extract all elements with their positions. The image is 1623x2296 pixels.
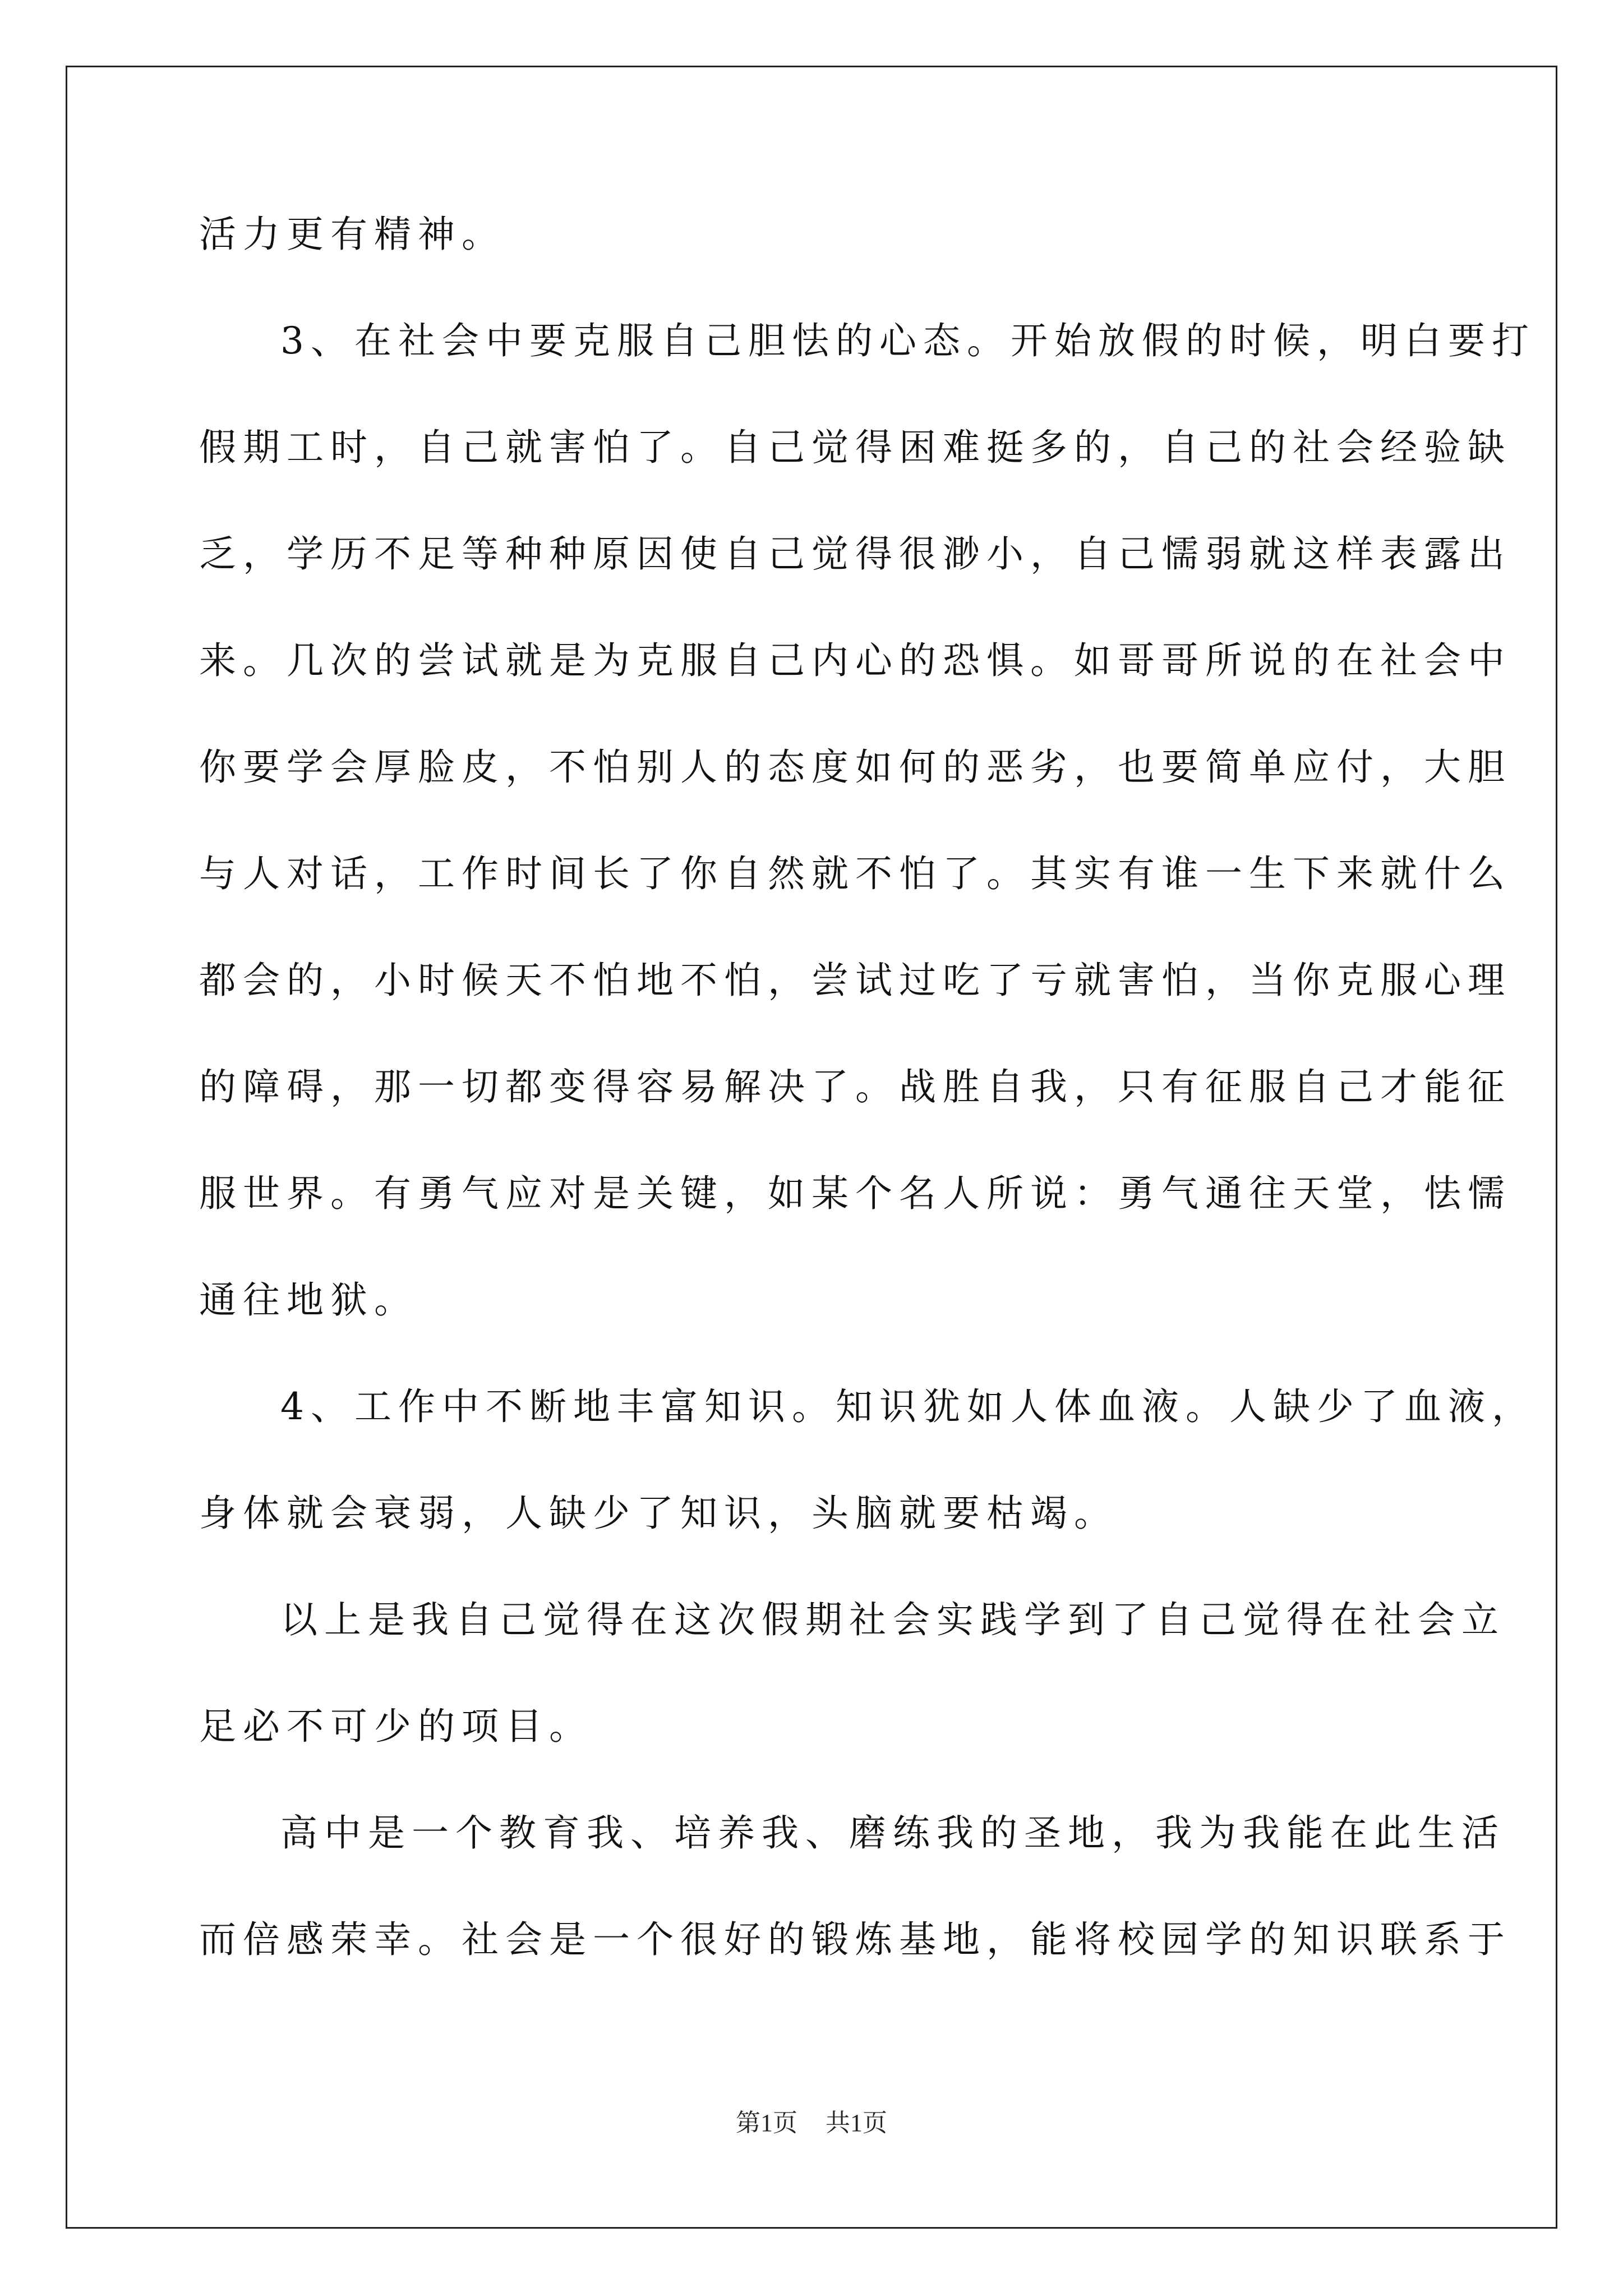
page-number-total: 共1页 <box>826 2109 887 2137</box>
text-line: 3、在社会中要克服自己胆怯的心态。开始放假的时候，明白要打 <box>280 319 1536 362</box>
text-line: 假期工时，自己就害怕了。自己觉得困难挺多的，自己的社会经验缺 <box>199 426 1511 469</box>
text-line: 身体就会衰弱，人缺少了知识，头脑就要枯竭。 <box>199 1492 1118 1535</box>
text-line: 足必不可少的项目。 <box>199 1705 593 1748</box>
text-line: 与人对话，工作时间长了你自然就不怕了。其实有谁一生下来就什么 <box>199 852 1511 895</box>
page-footer <box>0 2102 1623 2138</box>
page-number-current: 第1页 <box>736 2109 797 2137</box>
text-line: 通往地狱。 <box>199 1278 418 1322</box>
text-line: 而倍感荣幸。社会是一个很好的锻炼基地，能将校园学的知识联系于 <box>199 1918 1511 1961</box>
text-line: 高中是一个教育我、培养我、磨练我的圣地，我为我能在此生活 <box>280 1811 1505 1855</box>
text-line: 服世界。有勇气应对是关键，如某个名人所说：勇气通往天堂，怯懦 <box>199 1172 1511 1215</box>
text-line: 4、工作中不断地丰富知识。知识犹如人体血液。人缺少了血液， <box>280 1385 1536 1428</box>
text-line: 你要学会厚脸皮，不怕别人的态度如何的恶劣，也要简单应付，大胆 <box>199 746 1511 789</box>
text-line: 都会的，小时候天不怕地不怕，尝试过吃了亏就害怕，当你克服心理 <box>199 959 1511 1002</box>
document-body <box>199 213 1536 2028</box>
text-line: 来。几次的尝试就是为克服自己内心的恐惧。如哥哥所说的在社会中 <box>199 639 1511 682</box>
text-line: 乏，学历不足等种种原因使自己觉得很渺小，自己懦弱就这样表露出 <box>199 532 1511 576</box>
text-line: 的障碍，那一切都变得容易解决了。战胜自我，只有征服自己才能征 <box>199 1065 1511 1108</box>
text-line: 活力更有精神。 <box>199 213 505 256</box>
text-line: 以上是我自己觉得在这次假期社会实践学到了自己觉得在社会立 <box>280 1598 1505 1641</box>
